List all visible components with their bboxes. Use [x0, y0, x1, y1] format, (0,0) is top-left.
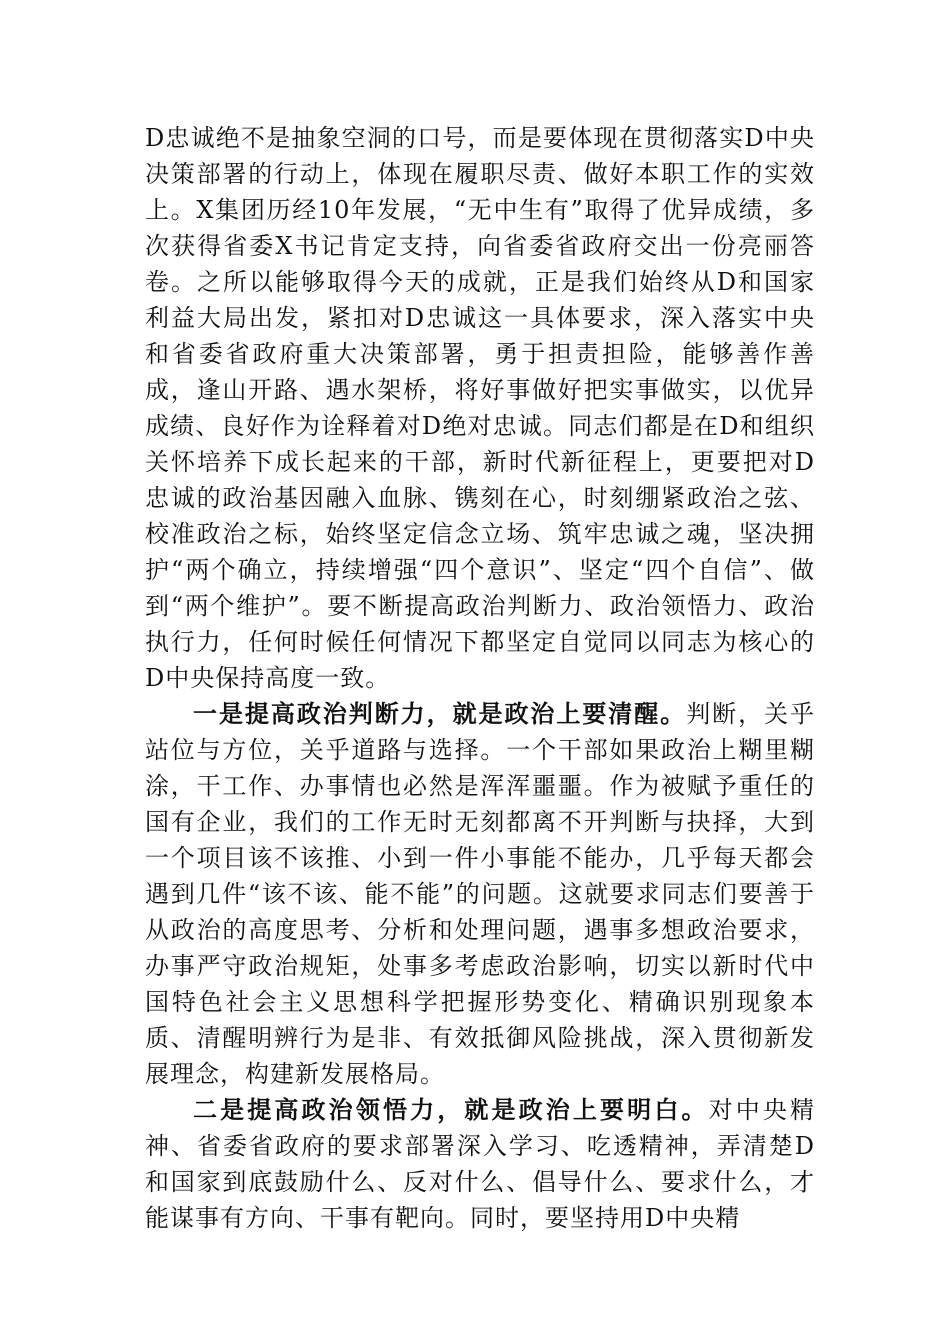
- document-body: [145, 120, 815, 1236]
- paragraph-3: [145, 1092, 815, 1236]
- paragraph-2-lead: 一是提高政治判断力，就是政治上要清醒。: [193, 699, 687, 728]
- paragraph-1: D忠诚绝不是抽象空洞的口号，而是要体现在贯彻落实D中央决策部署的行动上，体现在履职尽责、做好本职工作的实效上。X集团历经10年发展，“无中生有”取得了优异成绩，多次获得省委X书记肯定支持，向省委省政府交出一份亮丽答卷。之所以能够取得今天的成就，正是我们始终从D和国家利益大局出发，紧扣对D忠诚这一具体要求，深入落实中央和省委省政府重大决策部署，勇于担责担险，能够善作善成，逢山开路、遇水架桥，将好事做好把实事做实，以优异成绩、良好作为诠释着对D绝对忠诚。同志们都是在D和组织关怀培养下成长起来的干部，新时代新征程上，更要把对D忠诚的政治基因融入血脉、镌刻在心，时刻绷紧政治之弦、校准政治之标，始终坚定信念立场、筑牢忠诚之魂，坚决拥护“两个确立，持续增强“四个意识”、坚定“四个自信”、做到“两个维护”。要不断提高政治判断力、政治领悟力、政治执行力，任何时候任何情况下都坚定自觉同以同志为核心的D中央保持高度一致。: [145, 124, 815, 692]
- paragraph-2: [145, 696, 815, 1092]
- paragraph-3-lead: 二是提高政治领悟力，就是政治上要明白。: [193, 1095, 709, 1124]
- paragraph-2-body: 判断，关乎站位与方位，关乎道路与选择。一个干部如果政治上糊里糊涂，干工作、办事情也必然是浑浑噩噩。作为被赋予重任的国有企业，我们的工作无时无刻都离不开判断与抉择，大到一个项目该不该推、小到一件小事能不能办，几乎每天都会遇到几件“该不该、能不能”的问题。这就要求同志们要善于从政治的高度思考、分析和处理问题，遇事多想政治要求，办事严守政治规矩，处事多考虑政治影响，切实以新时代中国特色社会主义思想科学把握形势变化、精确识别现象本质、清醒明辨行为是非、有效抵御风险挑战，深入贯彻新发展理念，构建新发展格局。: [145, 700, 816, 1088]
- paragraph-3-body: 对中央精神、省委省政府的要求部署深入学习、吃透精神，弄清楚D和国家到底鼓励什么、反对什么、倡导什么、要求什么，才能谋事有方向、干事有靶向。同时，要坚持用D中央精: [145, 1096, 816, 1232]
